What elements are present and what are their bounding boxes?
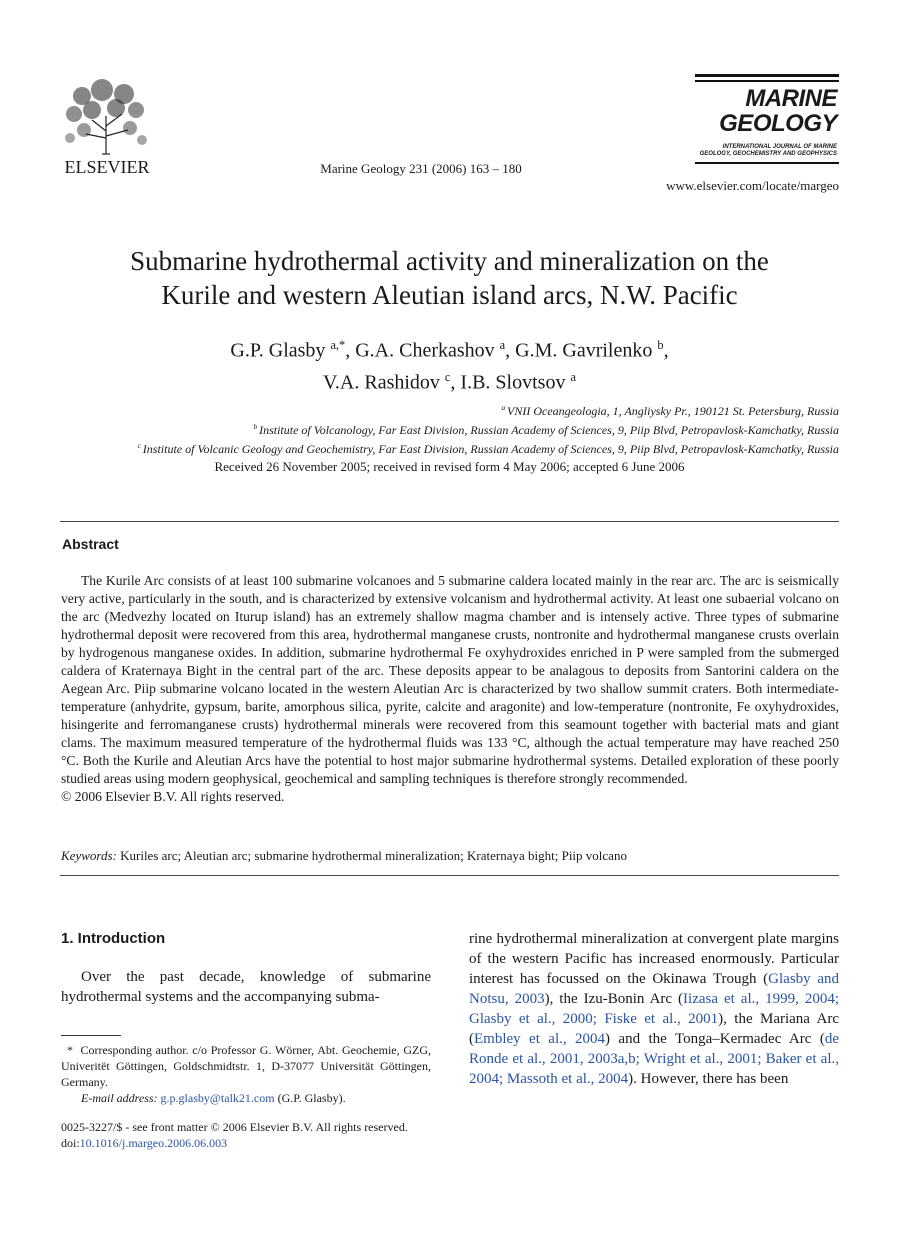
author-name: G.P. Glasby [230, 339, 331, 362]
elsevier-logo[interactable] [60, 74, 152, 176]
footnote-rule [61, 1035, 121, 1036]
keywords-text: Kuriles arc; Aleutian arc; submarine hydrothermal mineralization; Kraternaya bight; Piip volcano [120, 848, 627, 863]
author-affiliation-mark: a [499, 338, 506, 352]
author-name: G.M. Gavrilenko [515, 339, 658, 362]
author-affiliation-mark: c [444, 369, 451, 384]
journal-logo-line2: GEOLOGY [719, 110, 837, 137]
affiliation: $^c$ Institute of Volcanic Geology and Geochemistry, Far East Division, Russian Academy of Sciences, 9, Piip Blvd, Petropavlosk-Kamchatky, Russia [137, 441, 839, 456]
keywords-label: Keywords: [61, 848, 117, 863]
citation-link[interactable]: Iizasa et al., 1999, 2004; Glasby et al., 2000; Fiske et al., 2001 [469, 991, 840, 1027]
doi-link[interactable]: 10.1016/j.margeo.2006.06.003 [79, 1136, 228, 1150]
affiliation: $^b$ Institute of Volcanology, Far East Division, Russian Academy of Sciences, 9, Piip Blvd, Petropavlosk-Kamchatky, Russia [253, 422, 839, 437]
author-name: I.B. Slovtsov [460, 371, 571, 394]
divider [60, 521, 839, 522]
citation-link[interactable]: de Ronde et al., 2001, 2003a,b; Wright et al., 2001; Baker et al., 2004; Massoth et al., 2004 [469, 1031, 839, 1087]
author-line: G.P. Glasby $^{a,*}$, G.A. Cherkashov $^a$, G.M. Gavrilenko $^b$, [230, 338, 669, 362]
affiliation: $^a$ VNII Oceangeologia, 1, Angliysky Pr., 190121 St. Petersburg, Russia [501, 403, 839, 418]
journal-url[interactable]: www.elsevier.com/locate/margeo [666, 178, 839, 193]
author-name: V.A. Rashidov [323, 371, 445, 394]
footnote: * Corresponding author. c/o Professor G. Wörner, Abt. Geochemie, GZG, Univeritët Göttingen, Goldschmidtstr. 1, D-37077 Universität Göttingen, Germany. E-mail address: g.p.glasby@talk21.com (G.P. Glasby). [61, 1043, 432, 1105]
abstract-heading: Abstract [62, 536, 119, 552]
author-name: G.A. Cherkashov [355, 339, 500, 362]
issn-line: 0025-3227/$ - see front matter © 2006 Elsevier B.V. All rights reserved. [61, 1120, 408, 1134]
publisher-name: ELSEVIER [64, 157, 150, 177]
intro-continued [469, 929, 839, 1089]
received-dates: Received 26 November 2005; received in revised form 4 May 2006; accepted 6 June 2006 [214, 459, 685, 474]
author-affiliation-mark: a,* [330, 338, 346, 352]
section-heading: 1. Introduction [61, 930, 166, 947]
logo-rule [695, 80, 839, 82]
keywords [61, 848, 839, 864]
journal-logo-line1: MARINE [745, 85, 837, 112]
divider [60, 875, 839, 876]
body-text: rine hydrothermal mineralization at convergent plate margins of the western Pacific has increased enormously. Particular interest has focussed on the Okinawa Trough ( [469, 931, 839, 987]
author-affiliation-mark: a [570, 369, 576, 384]
front-matter: 0025-3227/$ - see front matter © 2006 Elsevier B.V. All rights reserved. doi:10.1016/j.margeo.2006.06.003 [61, 1119, 461, 1151]
email-link[interactable]: g.p.glasby@talk21.com [160, 1091, 275, 1105]
logo-rule [695, 74, 839, 77]
journal-logo[interactable] [695, 74, 839, 166]
email-label: E-mail address: [81, 1091, 158, 1105]
abstract-body: The Kurile Arc consists of at least 100 submarine volcanoes and 5 submarine caldera located mainly in the rear arc. The arc is seismically very active, particularly in the south, and is characterized by extensive volcanism and hydrothermal activity. At least one subaerial volcano on the arc (Medvezhy located on Iturup island) has an extremely shallow magma chamber and is intensely active. Three types of submarine hydrothermal deposit were recovered from this area, hydrothermal manganese crusts, nontronite and hydrothermal manganese crusts overlain by hydrogenous manganese oxides. In addition, submarine hydrothermal Fe oxyhydroxides enriched in P were sampled from the submerged caldera of Kraternaya Bight in the central part of the arc. These deposits appear to be analagous to deposits from Santorini caldera on the Aegean Arc. Piip submarine volcano located in the western Aleutian Arc is characterized by two shallow summit craters. Both intermediate-temperature (anhydrite, gypsum, barite, amorphous silica, pyrite, calcite and aragonite) and low-temperature (nontronite, Fe oxyhydroxides, hisingerite and ferromanganese crusts) hydrothermal minerals were recovered from this seamount together with bacterial mats and giant clams. The maximum measured temperature of the hydrothermal fluids was 133 °C, although the actual temperature may have reached 250 °C. Both the Kurile and Aleutian Arcs have the potential to host major submarine hydrothermal systems. Detailed exploration of these poorly studied areas using modern geophysical, geochemical and sampling techniques is therefore strongly recommended. © 2006 Elsevier B.V. All rights reserved. [61, 573, 839, 804]
affiliation-list [60, 400, 839, 457]
logo-rule [695, 162, 839, 164]
intro-paragraph: Over the past decade, knowledge of submarine hydrothermal systems and the accompanying subma- [61, 969, 431, 1005]
citation-link[interactable]: Glasby and Notsu, 2003 [469, 971, 839, 1007]
citation-link[interactable]: Embley et al., 2004 [474, 1031, 606, 1047]
author-line: V.A. Rashidov $^c$, I.B. Slovtsov $^a$ [323, 369, 576, 394]
body-text: ) and the Tonga–Kermadec Arc ( [605, 1031, 825, 1047]
author-affiliation-mark: b [657, 338, 664, 352]
copyright-notice: © 2006 Elsevier B.V. All rights reserved. [61, 789, 285, 804]
body-text: ). However, there has been [628, 1071, 789, 1087]
elsevier-tree-icon [62, 76, 150, 156]
journal-logo-subtitle: INTERNATIONAL JOURNAL OF MARINE GEOLOGY, GEOCHEMISTRY AND GEOPHYSICS [699, 144, 837, 157]
journal-citation: Marine Geology 231 (2006) 163 – 180 [320, 161, 522, 176]
author-list [60, 332, 839, 395]
article-title: Submarine hydrothermal activity and mineralization on the Kurile and western Aleutian island arcs, N.W. Pacific [130, 246, 769, 310]
body-text: ), the Izu-Bonin Arc ( [544, 991, 684, 1007]
body-text: ), the Mariana Arc ( [469, 1011, 840, 1047]
